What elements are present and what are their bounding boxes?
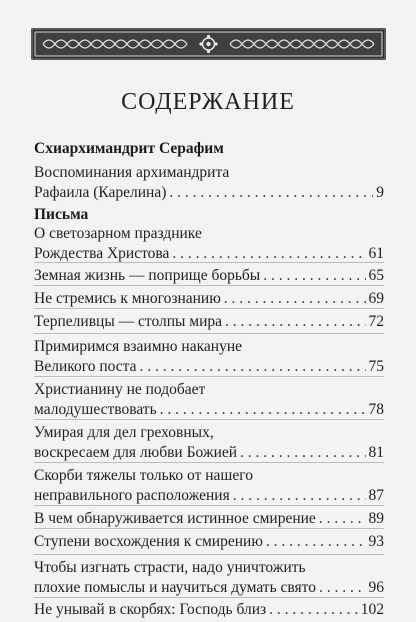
entry-line: Воспоминания архимандрита (34, 164, 230, 181)
page-number: 78 (368, 401, 384, 418)
page-number: 81 (368, 444, 384, 461)
entry-divider (34, 308, 384, 309)
page-number: 72 (368, 313, 384, 330)
leader-dots (169, 183, 373, 203)
leader-dots (225, 312, 365, 332)
entry-text: Рождества Христова (34, 245, 170, 262)
page-number: 61 (368, 245, 384, 262)
toc-entry (34, 380, 384, 420)
leader-dots (140, 357, 366, 377)
page-number: 87 (368, 487, 384, 504)
toc-entry (34, 558, 384, 598)
section-heading-letters: Письма (34, 206, 89, 223)
leader-dots (224, 289, 366, 309)
leader-dots (319, 509, 366, 529)
leader-dots (160, 400, 366, 420)
entry-line: Христианину не подобает (34, 381, 206, 398)
toc-entry (34, 266, 384, 286)
page-number: 89 (368, 510, 384, 527)
leader-dots (233, 486, 366, 506)
section-heading-serafim: Схиархимандрит Серафим (34, 140, 224, 157)
toc-entry (34, 423, 384, 463)
entry-divider (34, 262, 384, 263)
entry-divider (34, 285, 384, 286)
page-number: 75 (368, 358, 384, 375)
entry-divider (34, 419, 384, 420)
ornament-pattern-icon (31, 28, 386, 60)
entry-text: В чем обнаруживается истинное смирение (34, 510, 316, 527)
entry-text: Земная жизнь — поприще борьбы (34, 267, 261, 284)
entry-text: Великого поста (34, 358, 137, 375)
entry-divider (34, 528, 384, 529)
page-number: 96 (368, 579, 384, 596)
page-title: СОДЕРЖАНИЕ (121, 89, 295, 115)
toc-entry (34, 466, 384, 506)
entry-text: Ступени восхождения к смирению (34, 533, 263, 550)
entry-line: Примиримся взаимно накануне (34, 338, 242, 355)
entry-text: малодушествовать (34, 401, 157, 418)
toc-entry (34, 289, 384, 309)
entry-line: О светозарном празднике (34, 225, 202, 242)
leader-dots (172, 244, 365, 264)
entry-line: Умирая для дел греховных, (34, 424, 214, 441)
entry-divider (34, 505, 384, 506)
toc-entry (34, 600, 384, 620)
toc-entry (34, 163, 384, 203)
page-number: 93 (368, 533, 384, 550)
entry-text: неправильного расположения (34, 487, 230, 504)
toc-entry (34, 337, 384, 377)
leader-dots (263, 266, 365, 286)
entry-divider (34, 597, 384, 598)
entry-text: плохие помыслы и научиться думать свято (34, 579, 316, 596)
entry-divider (34, 554, 384, 555)
page-number: 9 (376, 184, 384, 201)
toc-entry (34, 532, 384, 552)
page-number: 69 (368, 290, 384, 307)
leader-dots (266, 532, 366, 552)
toc-entry (34, 312, 384, 332)
entry-text: Терпеливцы — столпы мира (34, 313, 223, 330)
leader-dots (240, 443, 365, 463)
ornamental-header-band (31, 28, 386, 60)
page-number: 102 (360, 601, 384, 618)
entry-text: Рафаила (Карелина) (34, 184, 167, 201)
entry-divider (34, 462, 384, 463)
page-number: 65 (368, 267, 384, 284)
leader-dots (269, 600, 358, 620)
entry-line: Скорби тяжелы только от нашего (34, 467, 253, 484)
toc-entry (34, 224, 384, 264)
entry-divider (34, 333, 384, 334)
entry-text: Не унывай в скорбях: Господь близ (34, 601, 267, 618)
toc-entry (34, 509, 384, 529)
entry-line: Чтобы изгнать страсти, надо уничтожить (34, 559, 306, 576)
entry-text: Не стремись к многознанию (34, 290, 221, 307)
entry-text: воскресаем для любви Божией (34, 444, 238, 461)
entry-divider (34, 376, 384, 377)
leader-dots (319, 578, 366, 598)
